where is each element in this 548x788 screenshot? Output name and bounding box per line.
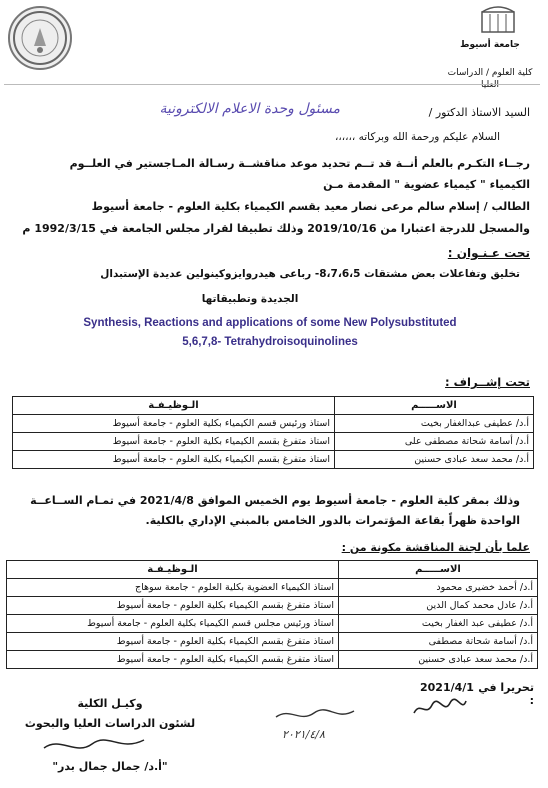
- signature-scribble-icon: [40, 734, 150, 758]
- signature-mark: [410, 695, 470, 721]
- member-job: استاذ ورئيس مجلس قسم الكيمياء بكلية العلوم - جامعة أسيوط: [7, 615, 339, 633]
- faculty-seal-logo: [8, 6, 72, 70]
- meeting-line1: وذلك بمقر كلية العلوم - جامعة أسيوط يوم الخميس الموافق 2021/4/8 في تمـام الســاعــة: [30, 494, 520, 507]
- dean-title-1: وكيـل الكلية: [77, 697, 143, 710]
- member-name: أ.د/ محمد سعد عبادى حسنين: [339, 651, 538, 669]
- dean-signature: [40, 734, 150, 758]
- table-row: [7, 579, 538, 597]
- dean-title-2: لشئون الدراسات العليا والبحوث: [24, 717, 196, 730]
- member-job: استاذ الكيمياء العضوية بكلية العلوم - جامعة سوهاج: [7, 579, 339, 597]
- member-job: استاذ متفرغ بقسم الكيمياء بكلية العلوم - جامعة أسيوط: [7, 651, 339, 669]
- member-name: أ.د/ عطيفى عبد الغفار بخيت: [339, 615, 538, 633]
- meeting-line2: الواحدة ظهراً بقاعة المؤتمرات بالدور الخامس بالمبني الإداري بالكلية.: [145, 514, 520, 527]
- student-line: الطالب / إسلام سالم مرعى نصار معيد بقسم الكيمياء بكلية العلوم - جامعة أسيوط: [91, 200, 530, 213]
- supervisor-name: أ.د/ محمد سعد عبادى حسنين: [335, 451, 534, 469]
- member-job: استاذ متفرغ بقسم الكيمياء بكلية العلوم - جامعة أسيوط: [7, 633, 339, 651]
- table-row: [7, 597, 538, 615]
- supervision-heading: تحت إشــراف :: [445, 375, 530, 389]
- supervision-table: [12, 396, 534, 469]
- science-seal-icon: [12, 10, 68, 66]
- title-ar-line1: تخليق وتفاعلات بعض مشتقات 8،7،6،5- رباعى هيدروايزوكينولين عديدة الإستبدال: [100, 268, 520, 280]
- title-en-line1: Synthesis, Reactions and applications of some New Polysubstituted: [83, 317, 457, 329]
- supervisor-job: استاذ متفرغ بقسم الكيمياء بكلية العلوم - جامعة أسيوط: [13, 433, 335, 451]
- committee-col-name: الاســـــم: [339, 561, 538, 579]
- date-label: تحريرا في :: [478, 681, 534, 707]
- member-name: أ.د/ أسامة شحاتة مصطفى: [339, 633, 538, 651]
- addressee-handwritten: مسئول وحدة الاعلام الالكترونية: [159, 101, 340, 117]
- faculty-line2: العليا: [480, 80, 500, 90]
- table-row: [13, 451, 534, 469]
- registration-line: والمسجل للدرجة اعتبارا من 2019/10/16 وذلك تطبيقا لقرار مجلس الجامعة في 1992/3/15 م: [22, 222, 530, 235]
- committee-table: [6, 560, 538, 669]
- specialization-line: الكيمياء " كيمياء عضوية " المقدمة مـن: [323, 178, 530, 191]
- member-name: أ.د/ أحمد خضيرى محمود: [339, 579, 538, 597]
- table-row: [13, 433, 534, 451]
- committee-col-job: الـوظيـفـة: [7, 561, 339, 579]
- handwritten-date: ٢٠٢١/٤/٨: [282, 728, 325, 741]
- faculty-line1: كلية العلوم / الدراسات: [447, 68, 533, 78]
- supervisor-name: أ.د/ أسامة شحاتة مصطفى على: [335, 433, 534, 451]
- date-value: 2021/4/1: [420, 681, 474, 694]
- supervisor-job: استاذ ورئيس قسم الكيمياء بكلية العلوم - جامعة أسيوط: [13, 415, 335, 433]
- table-row: [7, 615, 538, 633]
- table-row: [7, 651, 538, 669]
- university-logo-text: جامعة أسيوط: [460, 40, 520, 50]
- committee-heading: علما بأن لجنة المناقشة مكونة من :: [341, 541, 530, 554]
- member-job: استاذ متفرغ بقسم الكيمياء بكلية العلوم - جامعة أسيوط: [7, 597, 339, 615]
- title-en-line2: 5,6,7,8- Tetrahydroisoquinolines: [182, 336, 358, 348]
- supervisor-name: أ.د/ عطيفى عبدالغفار بخيت: [335, 415, 534, 433]
- supervision-col-job: الـوظيـفـة: [13, 397, 335, 415]
- dean-name: "أ.د/ جمال جمال بدر": [52, 760, 168, 773]
- greeting: السلام عليكم ورحمة الله وبركاته ،،،،،،: [334, 131, 500, 143]
- table-row: [7, 633, 538, 651]
- signature-scribble-icon: [410, 695, 470, 721]
- member-name: أ.د/ عادل محمد كمال الدين: [339, 597, 538, 615]
- title-heading: تحت عـنـوان :: [447, 246, 530, 260]
- header-divider: [4, 84, 540, 85]
- table-row: [13, 415, 534, 433]
- addressee: السيد الاستاذ الدكتور /: [428, 106, 530, 119]
- supervisor-job: استاذ متفرغ بقسم الكيمياء بكلية العلوم - جامعة أسيوط: [13, 451, 335, 469]
- supervision-col-name: الاســـــم: [335, 397, 534, 415]
- title-ar-line2: الجديدة وتطبيقاتها: [201, 293, 299, 305]
- request-line: رجــاء التكـرم بالعلم أنــة قد تــم تحديد موعد مناقشــة رسـالة المـاجستير في العلــوم: [69, 157, 530, 170]
